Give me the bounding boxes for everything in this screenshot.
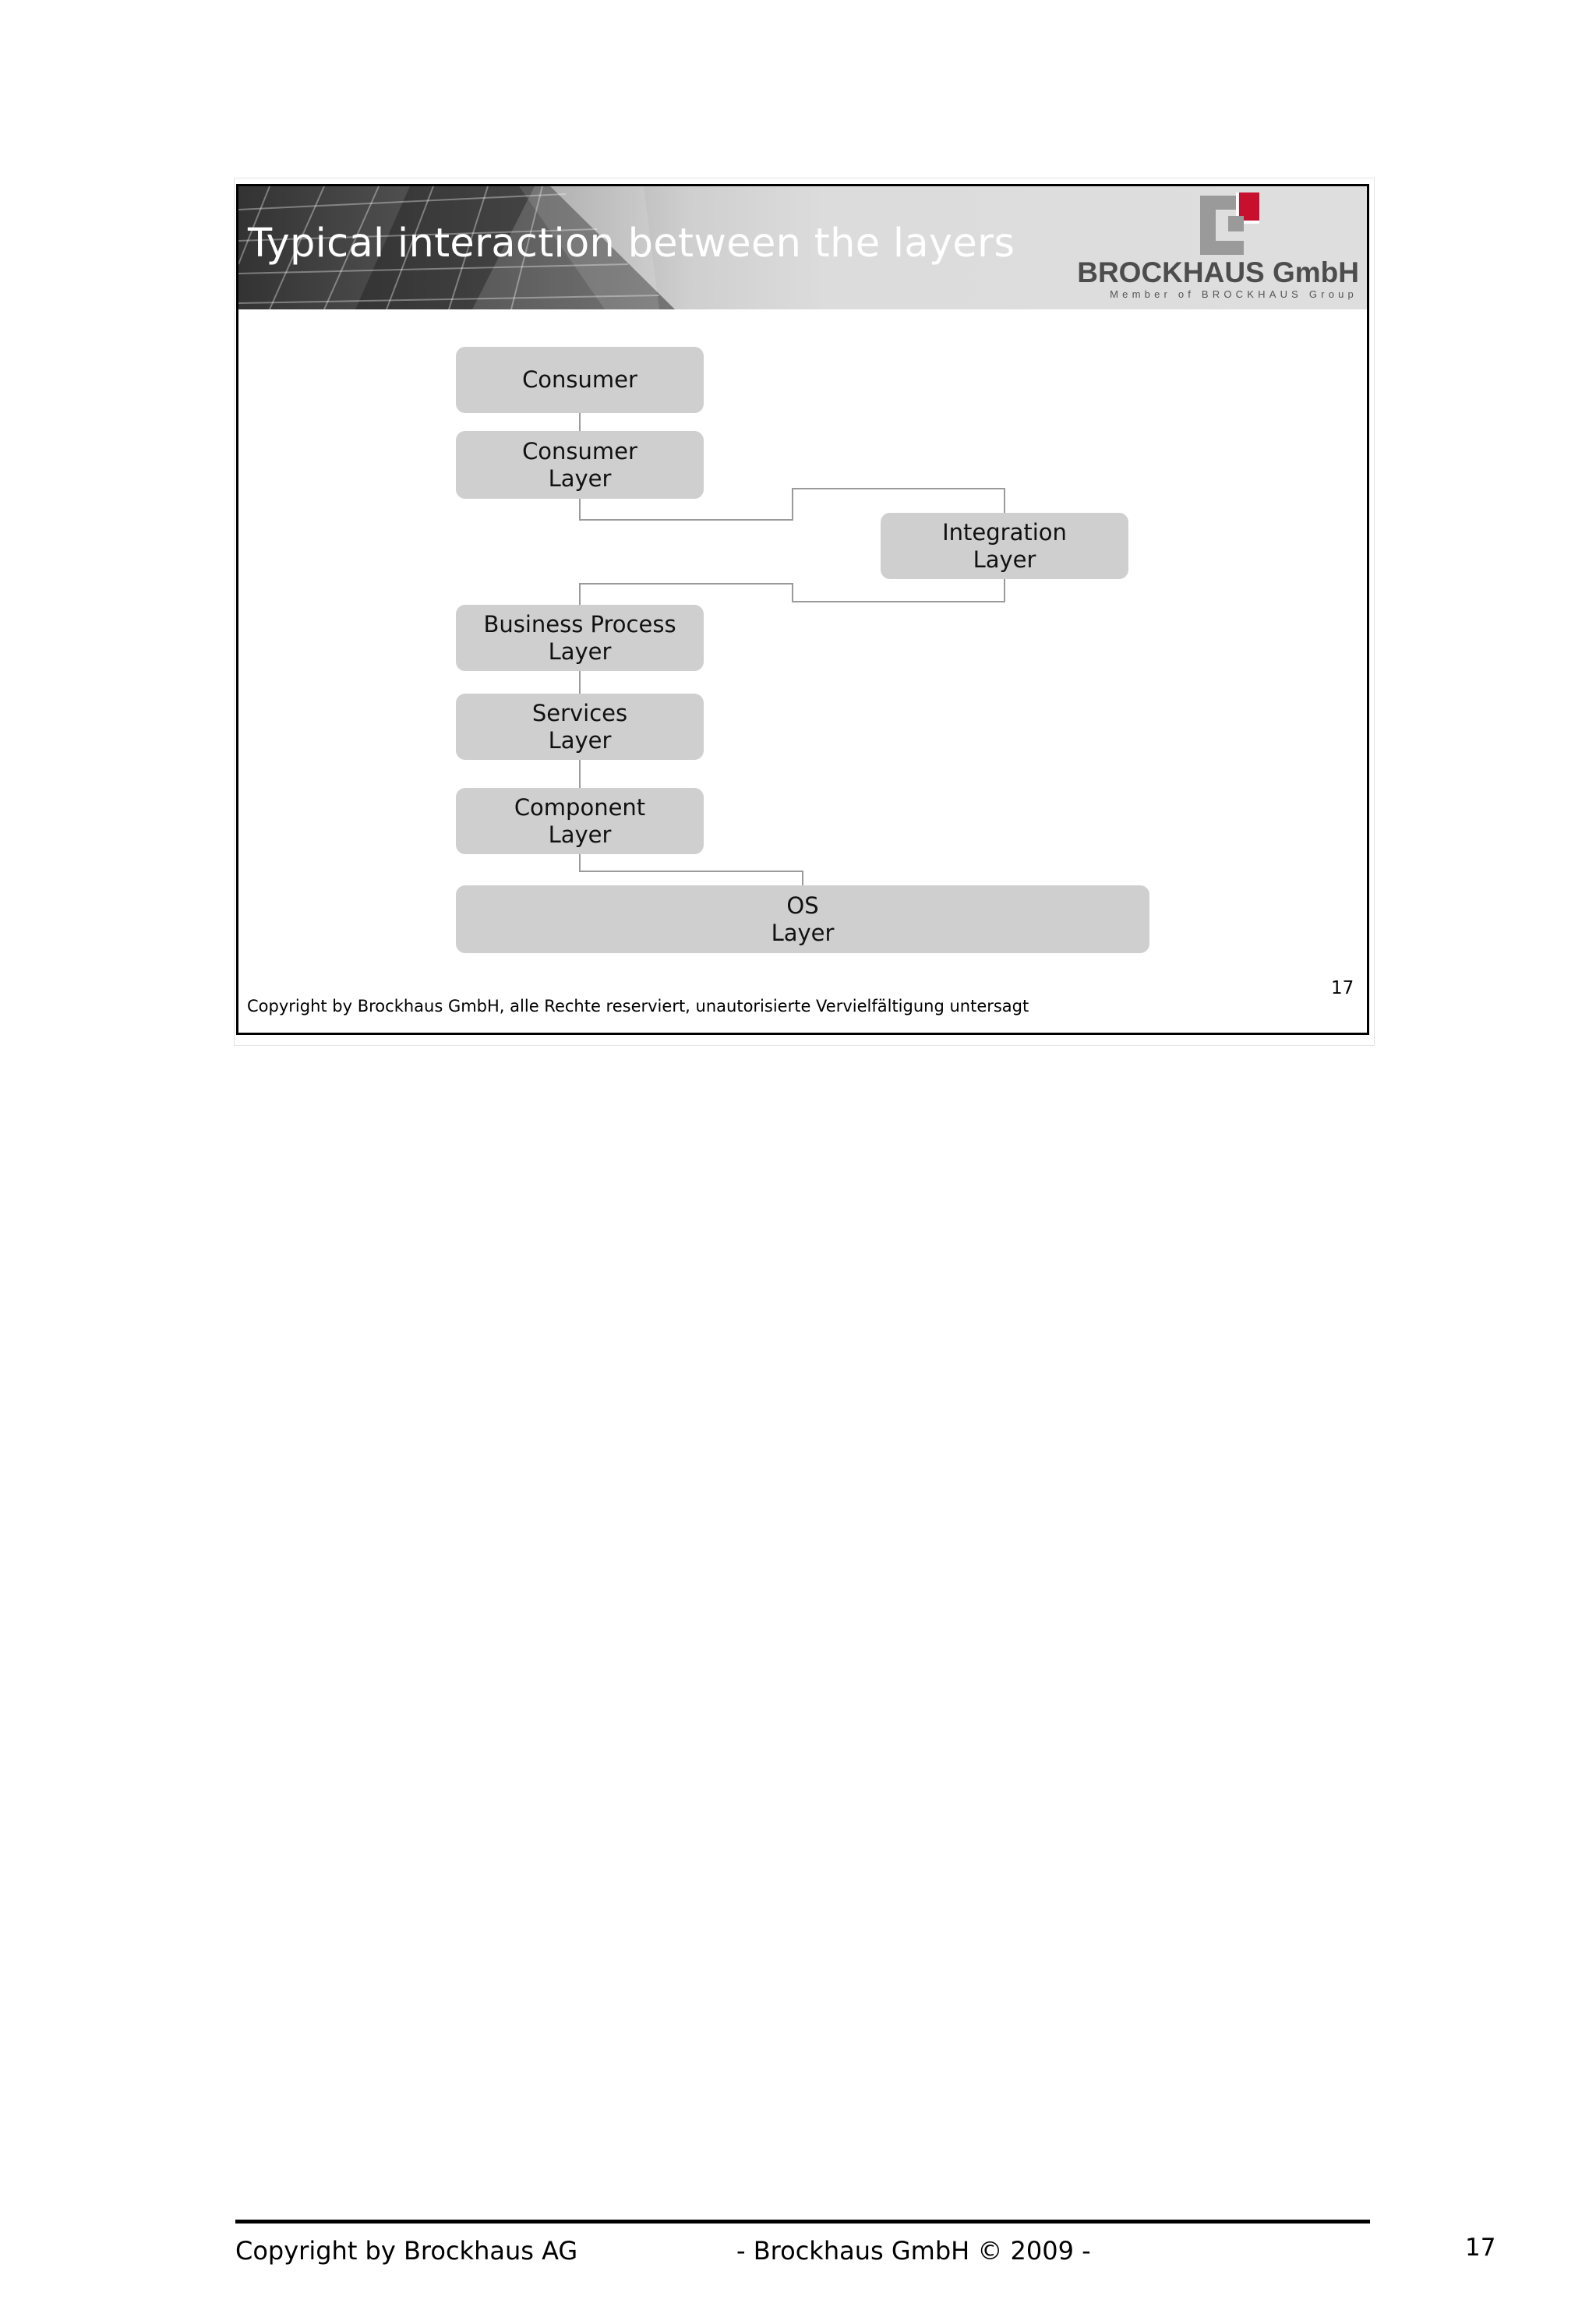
page-number: 17 [1465,2234,1496,2262]
box-consumer: Consumer [456,347,704,413]
footer-rule [235,2220,1370,2224]
footer-center-text: - Brockhaus GmbH © 2009 - [736,2236,1091,2266]
logo-tagline: Member of BROCKHAUS Group [1110,288,1358,300]
logo-name: BROCKHAUS GmbH [1077,256,1359,288]
slide [236,184,1369,1035]
slide-copyright: Copyright by Brockhaus GmbH, alle Rechte reserviert, unautorisierte Vervielfältigung untersagt [247,997,1029,1016]
box-services-layer: Services Layer [456,694,704,760]
box-os-layer: OS Layer [456,885,1149,953]
connector-integration-to-business-process [580,579,1005,605]
connector-component-to-os [580,854,803,885]
box-component-layer: Component Layer [456,788,704,854]
footer-copyright: Copyright by Brockhaus AG [235,2236,578,2266]
box-integration-layer: Integration Layer [881,513,1128,579]
box-consumer-layer: Consumer Layer [456,431,704,499]
slide-title: Typical interaction between the layers [248,221,1015,267]
box-business-process-layer: Business Process Layer [456,605,704,671]
slide-number: 17 [1331,978,1354,998]
